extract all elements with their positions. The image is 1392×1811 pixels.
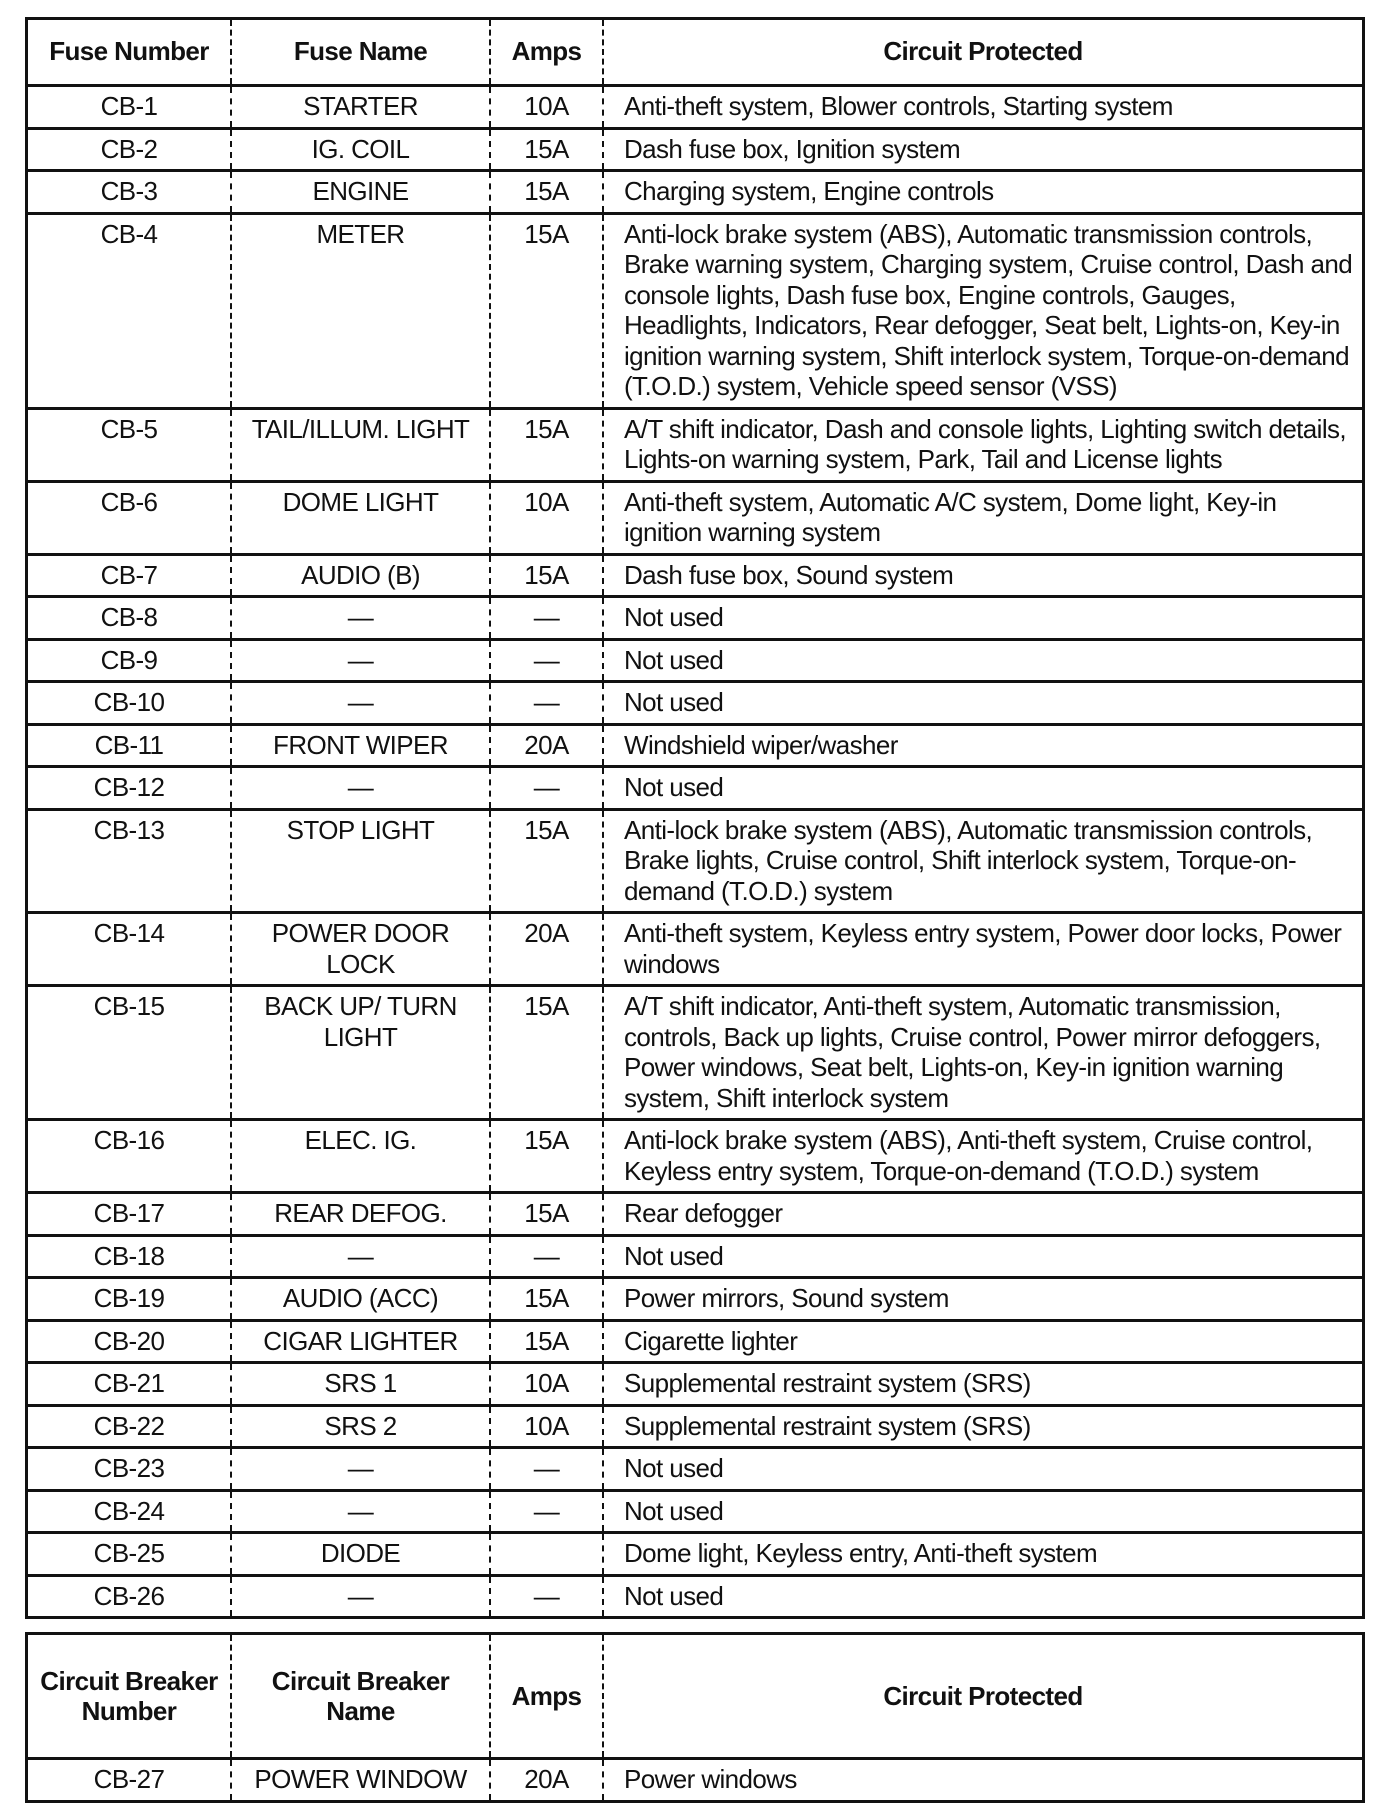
number-cell: CB-25 (27, 1533, 232, 1576)
amps-cell: 15A (490, 986, 603, 1120)
amps-cell (490, 1533, 603, 1576)
table-row (27, 481, 1364, 554)
number-cell: CB-15 (27, 986, 232, 1120)
number-cell: CB-1 (27, 86, 232, 129)
number-cell: CB-3 (27, 171, 232, 214)
header-circuit-protected: Circuit Protected (603, 19, 1364, 86)
amps-cell: 15A (490, 128, 603, 171)
number-cell: CB-19 (27, 1278, 232, 1321)
circuit-cell: Not used (603, 1235, 1364, 1278)
number-cell: CB-24 (27, 1490, 232, 1533)
table-row (27, 724, 1364, 767)
table-row (27, 1193, 1364, 1236)
table-row (27, 128, 1364, 171)
table-row (27, 986, 1364, 1120)
breaker-table-body (27, 1759, 1364, 1802)
table-row (27, 767, 1364, 810)
number-cell: CB-5 (27, 408, 232, 481)
amps-cell: 20A (490, 913, 603, 986)
table-row (27, 1575, 1364, 1618)
circuit-cell: Anti-lock brake system (ABS), Automatic transmission controls, Brake warning system, Charging system, Cruise control, Dash and console lights, Dash fuse box, Engine controls, Gauges, Headlights, Indicators, Rear defogger, Seat belt, Lights-on, Key-in ignition warning system, Shift interlock system, Torque-on-demand (T.O.D.) system, Vehicle speed sensor (VSS) (603, 213, 1364, 408)
amps-cell: 15A (490, 1120, 603, 1193)
header-fuse-name: Fuse Name (231, 19, 490, 86)
table-row (27, 809, 1364, 913)
circuit-cell: A/T shift indicator, Dash and console lights, Lighting switch details, Lights-on warning system, Park, Tail and License lights (603, 408, 1364, 481)
circuit-cell: Anti-theft system, Keyless entry system, Power door locks, Power windows (603, 913, 1364, 986)
name-cell: — (231, 1490, 490, 1533)
table-row (27, 1235, 1364, 1278)
name-cell: STOP LIGHT (231, 809, 490, 913)
number-cell: CB-21 (27, 1363, 232, 1406)
table-row (27, 1759, 1364, 1802)
name-cell: POWER WINDOW (231, 1759, 490, 1802)
name-cell: — (231, 682, 490, 725)
amps-cell: 15A (490, 809, 603, 913)
circuit-cell: Power mirrors, Sound system (603, 1278, 1364, 1321)
number-cell: CB-22 (27, 1405, 232, 1448)
name-cell: TAIL/ILLUM. LIGHT (231, 408, 490, 481)
number-cell: CB-14 (27, 913, 232, 986)
number-cell: CB-8 (27, 597, 232, 640)
name-cell: SRS 1 (231, 1363, 490, 1406)
amps-cell: 15A (490, 1278, 603, 1321)
name-cell: CIGAR LIGHTER (231, 1320, 490, 1363)
header-fuse-number: Fuse Number (27, 19, 232, 86)
number-cell: CB-10 (27, 682, 232, 725)
header-amps: Amps (490, 1634, 603, 1759)
circuit-cell: Anti-lock brake system (ABS), Automatic transmission controls, Brake lights, Cruise control, Shift interlock system, Torque-on-demand (T.O.D.) system (603, 809, 1364, 913)
number-cell: CB-17 (27, 1193, 232, 1236)
table-row (27, 171, 1364, 214)
amps-cell: 15A (490, 554, 603, 597)
circuit-cell: Not used (603, 597, 1364, 640)
table-row (27, 408, 1364, 481)
table-row (27, 597, 1364, 640)
circuit-cell: Dash fuse box, Sound system (603, 554, 1364, 597)
name-cell: STARTER (231, 86, 490, 129)
name-cell: IG. COIL (231, 128, 490, 171)
number-cell: CB-12 (27, 767, 232, 810)
amps-cell: 15A (490, 408, 603, 481)
circuit-cell: Supplemental restraint system (SRS) (603, 1405, 1364, 1448)
name-cell: AUDIO (ACC) (231, 1278, 490, 1321)
circuit-cell: Anti-lock brake system (ABS), Anti-theft system, Cruise control, Keyless entry system, Torque-on-demand (T.O.D.) system (603, 1120, 1364, 1193)
amps-cell: 10A (490, 1405, 603, 1448)
amps-cell: 10A (490, 86, 603, 129)
header-breaker-number: Circuit Breaker Number (27, 1634, 232, 1759)
table-row (27, 682, 1364, 725)
amps-cell: 20A (490, 1759, 603, 1802)
table-row (27, 1120, 1364, 1193)
number-cell: CB-2 (27, 128, 232, 171)
number-cell: CB-23 (27, 1448, 232, 1491)
name-cell: FRONT WIPER (231, 724, 490, 767)
circuit-cell: Cigarette lighter (603, 1320, 1364, 1363)
number-cell: CB-18 (27, 1235, 232, 1278)
table-row (27, 554, 1364, 597)
header-circuit-protected: Circuit Protected (603, 1634, 1364, 1759)
number-cell: CB-26 (27, 1575, 232, 1618)
amps-cell: — (490, 1448, 603, 1491)
circuit-cell: Dash fuse box, Ignition system (603, 128, 1364, 171)
number-cell: CB-6 (27, 481, 232, 554)
breaker-table-header (27, 1634, 1364, 1759)
circuit-cell: Not used (603, 1448, 1364, 1491)
table-row (27, 213, 1364, 408)
amps-cell: — (490, 1235, 603, 1278)
name-cell: METER (231, 213, 490, 408)
name-cell: ELEC. IG. (231, 1120, 490, 1193)
circuit-cell: Not used (603, 767, 1364, 810)
name-cell: DIODE (231, 1533, 490, 1576)
amps-cell: 20A (490, 724, 603, 767)
circuit-cell: Power windows (603, 1759, 1364, 1802)
number-cell: CB-9 (27, 639, 232, 682)
amps-cell: 10A (490, 1363, 603, 1406)
amps-cell: — (490, 767, 603, 810)
name-cell: — (231, 1575, 490, 1618)
name-cell: — (231, 597, 490, 640)
number-cell: CB-4 (27, 213, 232, 408)
name-cell: — (231, 1235, 490, 1278)
amps-cell: 15A (490, 1193, 603, 1236)
name-cell: BACK UP/ TURN LIGHT (231, 986, 490, 1120)
table-row (27, 86, 1364, 129)
name-cell: — (231, 1448, 490, 1491)
table-row (27, 1405, 1364, 1448)
table-row (27, 1363, 1364, 1406)
circuit-breaker-table (25, 1632, 1365, 1803)
header-breaker-name: Circuit Breaker Name (231, 1634, 490, 1759)
fuse-table (25, 17, 1365, 1619)
amps-cell: — (490, 682, 603, 725)
circuit-cell: Rear defogger (603, 1193, 1364, 1236)
amps-cell: 15A (490, 171, 603, 214)
name-cell: REAR DEFOG. (231, 1193, 490, 1236)
circuit-cell: Supplemental restraint system (SRS) (603, 1363, 1364, 1406)
name-cell: — (231, 767, 490, 810)
amps-cell: 15A (490, 213, 603, 408)
table-row (27, 639, 1364, 682)
table-row (27, 1490, 1364, 1533)
number-cell: CB-16 (27, 1120, 232, 1193)
name-cell: SRS 2 (231, 1405, 490, 1448)
number-cell: CB-7 (27, 554, 232, 597)
amps-cell: — (490, 597, 603, 640)
table-row (27, 1533, 1364, 1576)
circuit-cell: Not used (603, 682, 1364, 725)
table-row (27, 913, 1364, 986)
circuit-cell: Anti-theft system, Automatic A/C system, Dome light, Key-in ignition warning system (603, 481, 1364, 554)
fuse-table-header (27, 19, 1364, 86)
name-cell: POWER DOOR LOCK (231, 913, 490, 986)
circuit-cell: Windshield wiper/washer (603, 724, 1364, 767)
name-cell: ENGINE (231, 171, 490, 214)
circuit-cell: A/T shift indicator, Anti-theft system, Automatic transmission, controls, Back up lights, Cruise control, Power mirror defoggers, Power windows, Seat belt, Lights-on, Key-in ignition warning system, Shift interlock system (603, 986, 1364, 1120)
amps-cell: — (490, 1490, 603, 1533)
table-row (27, 1448, 1364, 1491)
fuse-table-body (27, 86, 1364, 1618)
name-cell: DOME LIGHT (231, 481, 490, 554)
amps-cell: — (490, 639, 603, 682)
amps-cell: 15A (490, 1320, 603, 1363)
circuit-cell: Not used (603, 1575, 1364, 1618)
name-cell: — (231, 639, 490, 682)
number-cell: CB-11 (27, 724, 232, 767)
number-cell: CB-20 (27, 1320, 232, 1363)
name-cell: AUDIO (B) (231, 554, 490, 597)
circuit-cell: Not used (603, 1490, 1364, 1533)
number-cell: CB-13 (27, 809, 232, 913)
circuit-cell: Not used (603, 639, 1364, 682)
header-amps: Amps (490, 19, 603, 86)
amps-cell: — (490, 1575, 603, 1618)
circuit-cell: Anti-theft system, Blower controls, Starting system (603, 86, 1364, 129)
table-row (27, 1320, 1364, 1363)
number-cell: CB-27 (27, 1759, 232, 1802)
circuit-cell: Dome light, Keyless entry, Anti-theft system (603, 1533, 1364, 1576)
amps-cell: 10A (490, 481, 603, 554)
circuit-cell: Charging system, Engine controls (603, 171, 1364, 214)
table-row (27, 1278, 1364, 1321)
